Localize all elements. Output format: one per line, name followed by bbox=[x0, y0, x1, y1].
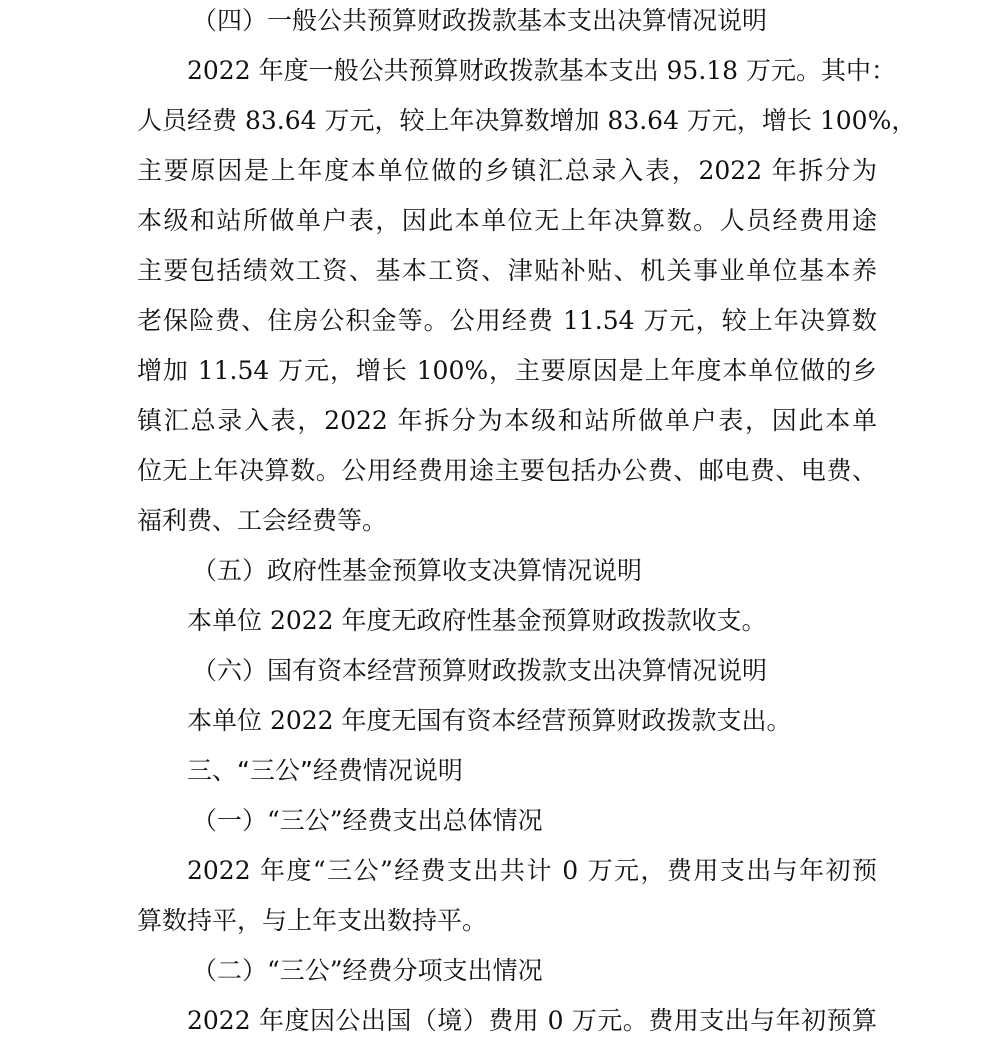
paragraph-line: 本单位 2022 年度无政府性基金预算财政拨款收支。 bbox=[187, 606, 767, 635]
section-heading-5: （五）政府性基金预算收支决算情况说明 bbox=[192, 556, 643, 585]
paragraph-line: 人员经费 83.64 万元，较上年决算数增加 83.64 万元，增长 100%， bbox=[137, 106, 917, 135]
paragraph-line: 主要原因是上年度本单位做的乡镇汇总录入表，2022 年拆分为 bbox=[137, 156, 877, 185]
paragraph-line: 本单位 2022 年度无国有资本经营预算财政拨款支出。 bbox=[187, 706, 792, 735]
paragraph-line: 老保险费、住房公积金等。公用经费 11.54 万元，较上年决算数 bbox=[137, 306, 877, 335]
section-heading-1: （一）“三公”经费支出总体情况 bbox=[192, 806, 543, 835]
paragraph-line: 位无上年决算数。公用经费用途主要包括办公费、邮电费、电费、 bbox=[137, 456, 877, 485]
paragraph-line: 2022 年度“三公”经费支出共计 0 万元，费用支出与年初预 bbox=[187, 856, 877, 885]
paragraph-line: 镇汇总录入表，2022 年拆分为本级和站所做单户表，因此本单 bbox=[137, 406, 877, 435]
paragraph-line: 算数持平，与上年支出数持平。 bbox=[137, 906, 488, 935]
section-heading-4: （四）一般公共预算财政拨款基本支出决算情况说明 bbox=[192, 6, 768, 35]
section-heading-2: （二）“三公”经费分项支出情况 bbox=[192, 956, 543, 985]
paragraph-line: 本级和站所做单户表，因此本单位无上年决算数。人员经费用途 bbox=[137, 206, 877, 235]
paragraph-line: 2022 年度一般公共预算财政拨款基本支出 95.18 万元。其中： bbox=[187, 56, 897, 85]
section-heading-6: （六）国有资本经营预算财政拨款支出决算情况说明 bbox=[192, 656, 768, 685]
paragraph-line: 主要包括绩效工资、基本工资、津贴补贴、机关事业单位基本养 bbox=[137, 256, 877, 285]
chapter-heading-three: 三、“三公”经费情况说明 bbox=[187, 756, 463, 785]
paragraph-line: 福利费、工会经费等。 bbox=[137, 506, 388, 535]
paragraph-line: 2022 年度因公出国（境）费用 0 万元。费用支出与年初预算 bbox=[187, 1006, 877, 1035]
paragraph-line: 增加 11.54 万元，增长 100%，主要原因是上年度本单位做的乡 bbox=[137, 356, 877, 385]
